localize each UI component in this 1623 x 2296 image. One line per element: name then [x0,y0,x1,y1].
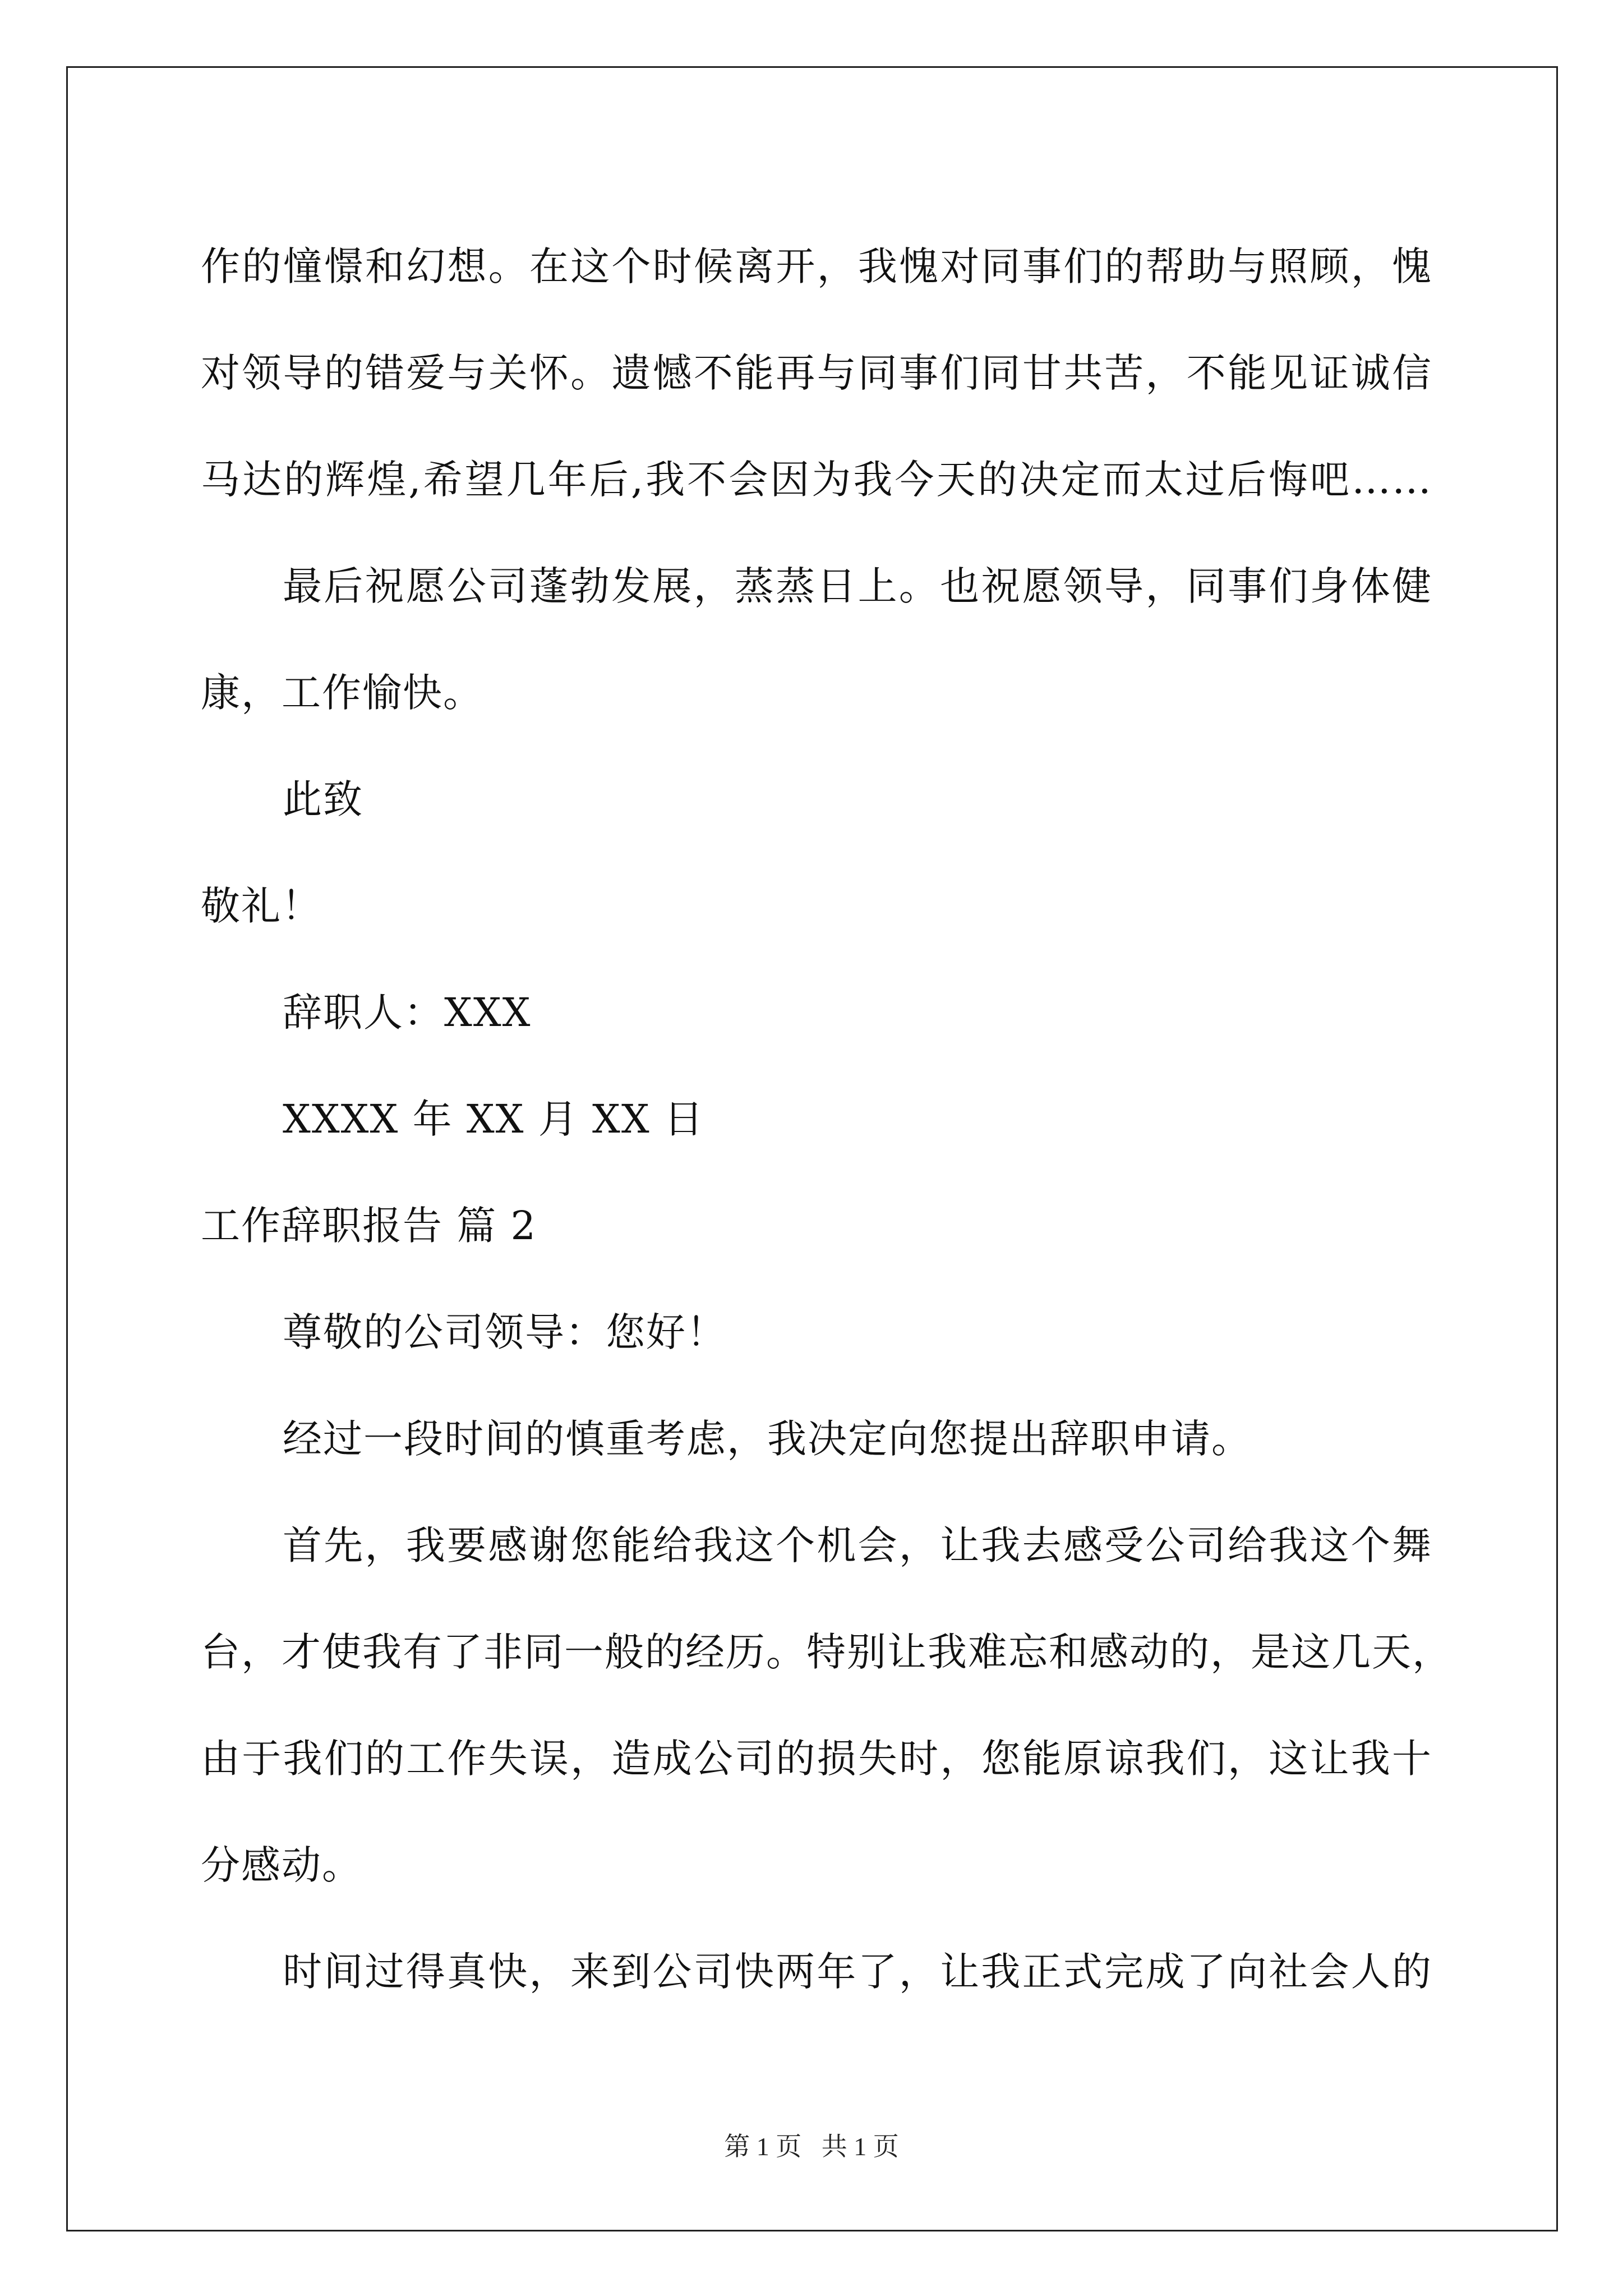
text-line: 工作辞职报告 篇 2 [201,1203,537,1249]
text-line: 最后祝愿公司蓬勃发展，蒸蒸日上。也祝愿领导，同事们身体健 [283,563,1432,609]
text-line: 分感动。 [201,1842,362,1888]
text-line: 首先，我要感谢您能给我这个机会，让我去感受公司给我这个舞 [283,1522,1432,1568]
text-line: 敬礼！ [201,883,322,929]
text-line: 此致 [283,776,363,822]
page-number: 第 1 页 [724,2132,802,2161]
text-line: 由于我们的工作失误，造成公司的损失时，您能原谅我们，这让我十 [201,1736,1432,1782]
text-line: 对领导的错爱与关怀。遗憾不能再与同事们同甘共苦，不能见证诚信 [201,350,1432,396]
text-line: 经过一段时间的慎重考虑，我决定向您提出辞职申请。 [283,1416,1252,1462]
page-total: 共 1 页 [821,2132,899,2161]
text-line: 作的憧憬和幻想。在这个时候离开，我愧对同事们的帮助与照顾，愧 [201,243,1432,289]
text-line: 马达的辉煌,希望几年后,我不会因为我今天的决定而太过后悔吧…… [201,457,1432,503]
text-line: 时间过得真快，来到公司快两年了，让我正式完成了向社会人的 [283,1949,1432,1995]
text-line: 辞职人：XXX [283,990,532,1036]
page-footer [0,2126,1623,2163]
text-line: XXXX 年 XX 月 XX 日 [283,1096,704,1142]
text-line: 尊敬的公司领导：您好！ [283,1309,727,1355]
text-line: 台，才使我有了非同一般的经历。特别让我难忘和感动的，是这几天， [201,1629,1453,1675]
document-body [201,213,1453,2025]
text-line: 康，工作愉快。 [201,670,483,716]
